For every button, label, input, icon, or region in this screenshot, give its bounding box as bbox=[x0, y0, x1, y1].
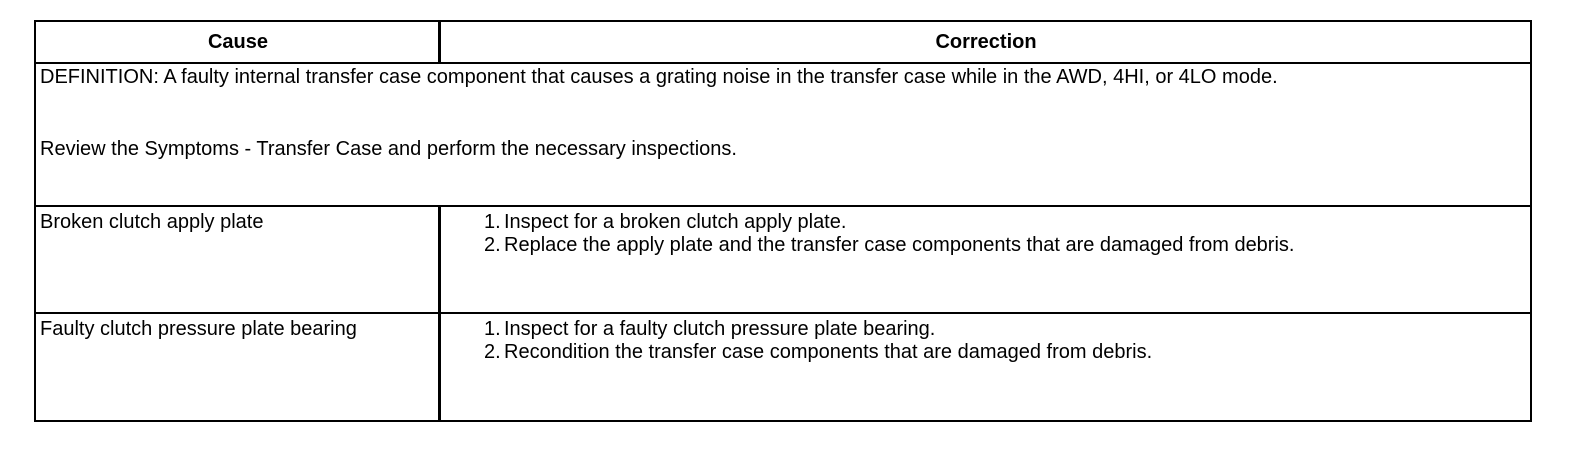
step-number: 1. bbox=[484, 318, 501, 340]
definition-text: DEFINITION: A faulty internal transfer case component that causes a grating noise in the transfer case while in the AWD, 4HI, or 4LO mode. bbox=[40, 66, 1278, 88]
header-bottom-rule bbox=[36, 62, 1530, 64]
correction-steps bbox=[442, 211, 1294, 257]
cause-cell: Broken clutch apply plate bbox=[40, 211, 264, 233]
step-text: Inspect for a faulty clutch pressure plate bearing. bbox=[504, 318, 936, 340]
step-item bbox=[442, 211, 1294, 234]
step-text: Replace the apply plate and the transfer case components that are damaged from debris. bbox=[504, 234, 1295, 256]
step-text: Recondition the transfer case components that are damaged from debris. bbox=[504, 341, 1153, 363]
step-text: Inspect for a broken clutch apply plate. bbox=[504, 211, 847, 233]
step-item bbox=[442, 341, 1152, 364]
header-divider bbox=[438, 22, 441, 62]
diagnostic-table bbox=[34, 20, 1532, 422]
correction-steps bbox=[442, 318, 1152, 364]
header-cause: Cause bbox=[207, 31, 269, 53]
definition-cell bbox=[40, 65, 1528, 161]
review-symptoms-text: Review the Symptoms - Transfer Case and perform the necessary inspections. bbox=[40, 138, 737, 160]
row-divider bbox=[36, 312, 1530, 314]
header-correction: Correction bbox=[935, 31, 1037, 53]
column-divider bbox=[438, 207, 441, 420]
step-number: 2. bbox=[484, 341, 501, 363]
step-item bbox=[442, 318, 1152, 341]
step-item bbox=[442, 234, 1294, 257]
step-number: 2. bbox=[484, 234, 501, 256]
step-number: 1. bbox=[484, 211, 501, 233]
definition-bottom-rule bbox=[36, 205, 1530, 207]
cause-cell: Faulty clutch pressure plate bearing bbox=[40, 318, 357, 340]
